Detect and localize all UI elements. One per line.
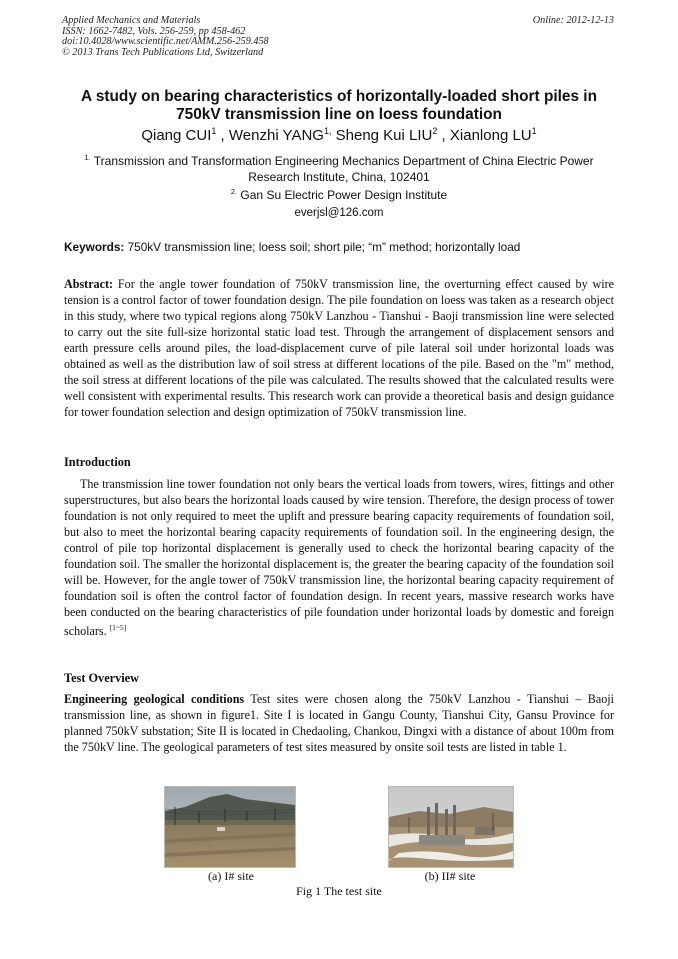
keywords xyxy=(64,239,616,255)
author-name: Wenzhi YANG xyxy=(228,127,324,144)
abstract-text: For the angle tower foundation of 750kV transmission line, the overturning effect caused by wire tension is a control factor of tower foundation design. The pile foundation on loess was taken as a research object in this study, where two typical regions along 750kV Lanzhou - Tianshui - Baoji transmission line were selected to carry out the site full-size horizontal static load test. Through the arrangement of displacement sensors and earth pressure cells around piles, the load-displacement curve of pile lateral soil under horizontal loads was obtained as well as the distribution law of soil stress at different locations of the pile. Based on the "m" method, the soil stress at different locations of the pile was calculated. The results showed that the calculated results were well consistent with experimental results. This research work can provide a theoretical basis and design guidance for tower foundation selection and design optimization of 750kV transmission line. xyxy=(64,277,614,419)
author-affiliation-marker: 1, xyxy=(323,126,332,136)
journal-name: Applied Mechanics and Materials xyxy=(62,15,201,26)
journal-issn: ISSN: 1662-7482, Vols. 256-259, pp 458-462 xyxy=(62,25,246,37)
journal-doi: doi:10.4028/www.scientific.net/AMM.256-259.458 xyxy=(62,36,269,48)
figure-caption-a: (a) I# site xyxy=(208,869,254,883)
title-line-2: 750kV transmission line on loess foundation xyxy=(176,106,502,123)
journal-header xyxy=(62,16,269,58)
affiliation-marker: 2. xyxy=(230,187,238,196)
introduction-heading: Introduction xyxy=(64,455,131,469)
journal-copyright: © 2013 Trans Tech Publications Ltd, Switzerland xyxy=(62,46,264,58)
site-2-photo xyxy=(388,786,514,868)
site-2-illustration xyxy=(389,787,513,867)
geology-text: Test sites were chosen along the 750kV Lanzhou - Tianshui – Baoji transmission line, as shown in figure1. Site I is located in Gangu County, Tianshui City, Gansu Province for planned 750kV substation; Site II is located in Chedaoling, Chankou, Dingxi with a distance of about 100m from the 750kV line. The geological parameters of test sites measured by onsite soil tests are listed in table 1. xyxy=(64,692,614,754)
paper-title xyxy=(40,88,638,124)
keywords-text: 750kV transmission line; loess soil; short pile; “m” method; horizontally load xyxy=(127,240,521,254)
affiliation-2 xyxy=(60,184,618,203)
affiliation-1 xyxy=(60,150,618,185)
author-affiliation-marker: 1 xyxy=(531,126,537,136)
affiliation-text: Research Institute, China, 102401 xyxy=(248,170,430,184)
geology-paragraph xyxy=(64,691,614,755)
geology-subheading: Engineering geological conditions xyxy=(64,692,245,706)
author-email[interactable]: everjsl@126.com xyxy=(294,207,384,219)
author-separator: , xyxy=(437,127,450,144)
affiliation-text: Gan Su Electric Power Design Institute xyxy=(240,188,448,202)
figure-caption: Fig 1 The test site xyxy=(296,884,382,898)
author-separator: , xyxy=(216,127,229,144)
figure-caption-b: (b) II# site xyxy=(424,869,476,883)
introduction-paragraph xyxy=(64,476,614,639)
author-affiliation-marker: 1 xyxy=(211,126,217,136)
introduction-text: The transmission line tower foundation not only bears the vertical loads from towers, wires, fittings and other superstructures, but also bears the horizontal loads caused by wire tension. Therefore, the design process of tower foundation is not only required to meet the uplift and pressure bearing capacity requirements of foundation soil, but also to meet the horizontal bearing capacity requirements of foundation soil. In the engineering design, the control of pile top horizontal displacement is generally used to check the horizontal bearing capacity of the foundation soil. The smaller the horizontal displacement is, the greater the bearing capacity of the foundation soil will be. However, for the angle tower of 750kV transmission line, the horizontal bearing capacity requirement of foundation soil is often the control factor of foundation design. In recent years, massive research works have been conducted on the bearing characteristics of pile foundation under horizontal loads by domestic and foreign scholars. xyxy=(64,477,614,639)
affiliation-text: Transmission and Transformation Engineering Mechanics Department of China Electric Power xyxy=(93,154,594,168)
test-overview-heading: Test Overview xyxy=(64,671,140,685)
author-name: Xianlong LU xyxy=(449,127,532,144)
online-date: Online: 2012-12-13 xyxy=(532,15,614,26)
keywords-label: Keywords: xyxy=(64,240,125,254)
site-1-illustration xyxy=(165,787,295,867)
author-name: Qiang CUI xyxy=(141,127,212,144)
abstract-label: Abstract: xyxy=(64,277,114,291)
affiliation-marker: 1. xyxy=(84,153,91,162)
title-line-1: A study on bearing characteristics of horizontally-loaded short piles in xyxy=(81,88,597,105)
abstract xyxy=(64,276,614,420)
author-affiliation-marker: 2 xyxy=(432,126,438,136)
author-name: Sheng Kui LIU xyxy=(335,127,433,144)
author-list xyxy=(40,122,638,145)
site-1-photo xyxy=(164,786,296,868)
citation-marker: [1~5] xyxy=(109,623,127,632)
